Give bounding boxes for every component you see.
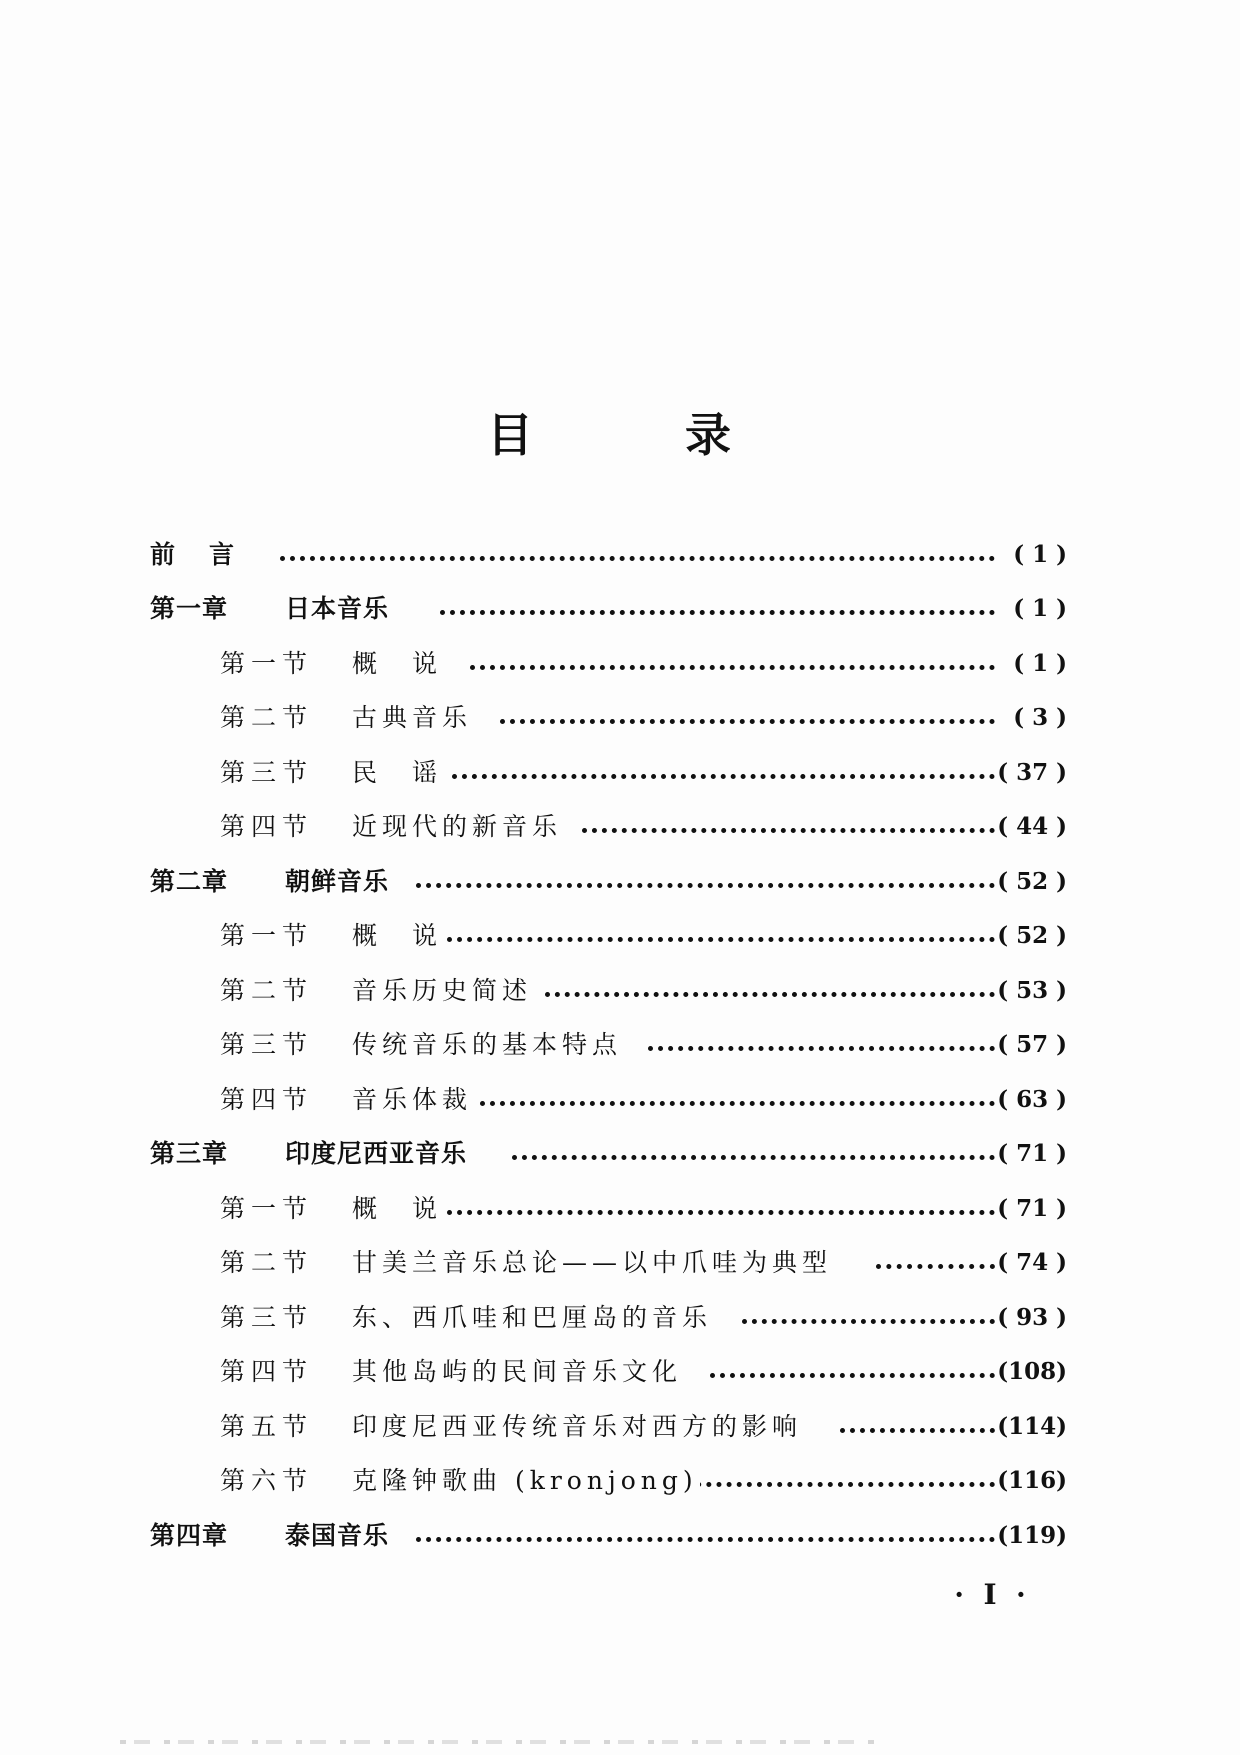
chapter-number: 第三章: [150, 1139, 229, 1168]
chapter-number: 第一章: [150, 594, 229, 623]
dot-leader: [545, 957, 995, 997]
page-number: ( 74 ): [997, 1249, 1067, 1276]
page-number: ( 44 ): [997, 813, 1067, 840]
page-number: ( 3 ): [1013, 704, 1067, 731]
section-title: 音乐历史简述: [352, 971, 534, 1011]
section-title: 印度尼西亚传统音乐对西方的影响: [352, 1407, 804, 1447]
toc-entry-section[interactable]: [0, 1243, 1240, 1283]
toc-title-char-1: 目: [487, 408, 533, 462]
dot-leader: [582, 793, 995, 833]
page-number: ( 53 ): [997, 977, 1067, 1004]
entry-number: 前言: [150, 540, 269, 569]
toc-entry-chapter[interactable]: [0, 862, 1240, 902]
toc-entry-section[interactable]: [0, 1080, 1240, 1120]
dot-leader: [500, 684, 995, 724]
toc-entry-section[interactable]: [0, 1461, 1240, 1501]
page-number: ( 37 ): [997, 759, 1067, 786]
section-number: 第一节: [220, 921, 314, 950]
section-number: 第二节: [220, 1248, 314, 1277]
section-number: 第四节: [220, 1085, 314, 1114]
toc-entry-section[interactable]: [0, 644, 1240, 684]
dot-leader: [742, 1284, 995, 1324]
section-title: 东、西爪哇和巴厘岛的音乐: [352, 1298, 714, 1338]
dot-leader: [447, 1175, 995, 1215]
dot-leader: [512, 1120, 995, 1160]
section-number: 第二节: [220, 703, 314, 732]
dot-leader: [416, 1502, 995, 1542]
page-number: ( 57 ): [997, 1031, 1067, 1058]
page-number: (108): [997, 1358, 1067, 1385]
dot-leader: [447, 902, 995, 942]
dot-leader: [480, 1066, 995, 1106]
section-number: 第四节: [220, 812, 314, 841]
section-title: 概 说: [352, 644, 444, 684]
dot-leader: [416, 848, 995, 888]
toc-entry-section[interactable]: [0, 807, 1240, 847]
section-title: 古典音乐: [352, 698, 474, 738]
section-title: 民 谣: [352, 753, 444, 793]
section-title: 近现代的新音乐: [352, 807, 564, 847]
dot-leader: [710, 1338, 995, 1378]
toc-entry-section[interactable]: [0, 1298, 1240, 1338]
page-number: ( 71 ): [997, 1140, 1067, 1167]
page-number: ( 52 ): [997, 868, 1067, 895]
toc-entry-section[interactable]: [0, 1407, 1240, 1447]
dot-leader: [470, 630, 995, 670]
section-number: 第三节: [220, 1030, 314, 1059]
page-number: ( 63 ): [997, 1086, 1067, 1113]
page-number: ( 1 ): [1013, 650, 1067, 677]
section-title: 其他岛屿的民间音乐文化: [352, 1352, 684, 1392]
section-title: 克隆钟歌曲 (kronjong): [352, 1461, 700, 1501]
toc-entry-preface[interactable]: [0, 535, 1240, 575]
chapter-title: 泰国音乐: [285, 1516, 391, 1556]
toc-entry-section[interactable]: [0, 971, 1240, 1011]
toc-entry-chapter[interactable]: [0, 1516, 1240, 1556]
toc-entry-section[interactable]: [0, 753, 1240, 793]
toc-entry-section[interactable]: [0, 1189, 1240, 1229]
toc-title-char-2: 录: [685, 408, 731, 462]
chapter-number: 第四章: [150, 1521, 229, 1550]
dot-leader: [280, 521, 995, 561]
section-number: 第四节: [220, 1357, 314, 1386]
page-number: ( 71 ): [997, 1195, 1067, 1222]
toc-entry-section[interactable]: [0, 1352, 1240, 1392]
page-number: ( 1 ): [1013, 595, 1067, 622]
dot-leader: [840, 1393, 995, 1433]
section-number: 第二节: [220, 976, 314, 1005]
section-title: 概 说: [352, 1189, 444, 1229]
scan-artifact-line: [120, 1740, 880, 1744]
chapter-number: 第二章: [150, 867, 229, 896]
page-number: ( 52 ): [997, 922, 1067, 949]
toc-entry-section[interactable]: [0, 916, 1240, 956]
section-title: 概 说: [352, 916, 444, 956]
page-number: ( 93 ): [997, 1304, 1067, 1331]
section-number: 第三节: [220, 758, 314, 787]
dot-leader: [440, 575, 995, 615]
page-number: (119): [997, 1522, 1067, 1549]
page-folio: · I ·: [954, 1578, 1026, 1611]
section-title: 传统音乐的基本特点: [352, 1025, 624, 1065]
section-number: 第三节: [220, 1303, 314, 1332]
page-number: (116): [997, 1467, 1067, 1494]
section-number: 第一节: [220, 1194, 314, 1223]
section-title: 甘美兰音乐总论——以中爪哇为典型: [352, 1243, 834, 1283]
chapter-title: 印度尼西亚音乐: [285, 1134, 469, 1174]
section-number: 第一节: [220, 649, 314, 678]
dot-leader: [452, 739, 995, 779]
toc-entry-chapter[interactable]: [0, 1134, 1240, 1174]
dot-leader: [676, 1447, 995, 1487]
dot-leader: [648, 1011, 995, 1051]
section-number: 第六节: [220, 1466, 314, 1495]
chapter-title: 朝鲜音乐: [285, 862, 391, 902]
toc-entry-chapter[interactable]: [0, 589, 1240, 629]
toc-entry-section[interactable]: [0, 1025, 1240, 1065]
page-number: (114): [997, 1413, 1067, 1440]
toc-title: [0, 405, 1240, 465]
chapter-title: 日本音乐: [285, 589, 391, 629]
dot-leader: [876, 1229, 995, 1269]
section-number: 第五节: [220, 1412, 314, 1441]
section-title: 音乐体裁: [352, 1080, 474, 1120]
toc-entry-section[interactable]: [0, 698, 1240, 738]
page-number: ( 1 ): [1013, 541, 1067, 568]
